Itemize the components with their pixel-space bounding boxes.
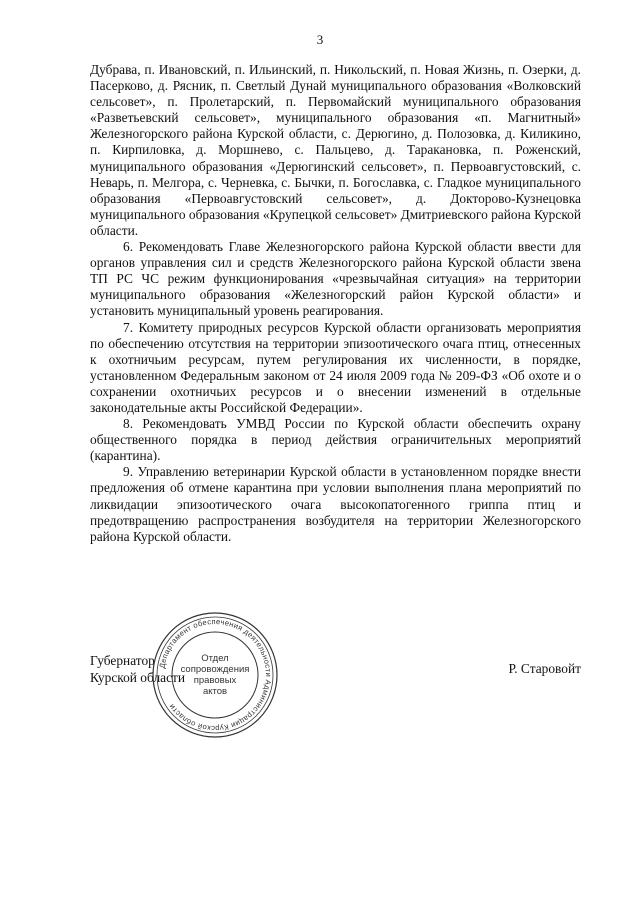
stamp-line3: правовых bbox=[193, 675, 237, 686]
document-body bbox=[90, 62, 581, 545]
paragraph-continuation: Дубрава, п. Ивановский, п. Ильинский, п. Никольский, п. Новая Жизнь, п. Озерки, д. Пасерково, д. Рясник, п. Светлый Дунай муниципального образования «Волковский сельсовет», п. Пролетарский, п. Первомайский муниципального образования «Разветьевский сельсовет», муниципального образования «п. Магнитный» Железногорского района Курской области, с. Дерюгино, д. Полозовка, д. Киликино, п. Кирпиловка, д. Моршнево, с. Пальцево, д. Таракановка, п. Роженский, муниципального образования «Дерюгинский сельсовет», п. Первоавгустовский, с. Неварь, п. Мелгора, с. Черневка, с. Бычки, п. Богославка, с. Гладкое муниципального образования «Первоавгустовский сельсовет», д. Докторово-Кузнецовка муниципального образования «Крупецкой сельсовет» Дмитриевского района Курской области. bbox=[90, 62, 582, 238]
signer-title-line2: Курской области bbox=[90, 670, 186, 685]
paragraph-item-7: 7. Комитету природных ресурсов Курской области организовать мероприятия по обеспечению отсутствия на территории эпизоотического очага птиц, отнесенных к охотничьим ресурсам, путем регулирования их численности, в порядке, установленном Федеральным законом от 24 июля 2009 года № 209-ФЗ «Об охоте и о сохранении охотничьих ресурсов и о внесении изменений в отдельные законодательные акты Российской Федерации». bbox=[90, 319, 581, 415]
stamp-line2: сопровождения bbox=[180, 664, 250, 675]
stamp-line1: Отдел bbox=[201, 653, 229, 664]
paragraph-item-6: 6. Рекомендовать Главе Железногорского района Курской области ввести для органов управления сил и средств Железногорского района Курской области звена ТП РС ЧС режим функционирования «чрезвычайная ситуация» на территории муниципального образования «Железногорский район Курской области» и установить муниципальный уровень реагирования. bbox=[90, 239, 581, 319]
stamp-center bbox=[172, 632, 258, 718]
signer-name: Р. Старовойт bbox=[508, 661, 581, 676]
paragraph-item-9: 9. Управлению ветеринарии Курской области в установленном порядке внести предложения об отмене карантина при условии выполнения плана мероприятий по ликвидации эпизоотического очага высокопатогенного гриппа птиц и предотвращению распространения возбудителя на территории Железногорского района Курской области. bbox=[90, 464, 581, 544]
paragraph-item-8: 8. Рекомендовать УМВД России по Курской области обеспечить охрану общественного порядка в период действия ограничительных мероприятий (карантина). bbox=[90, 416, 581, 464]
stamp-ring-text: Департамент обеспечения деятельности Администрации Курской области bbox=[157, 616, 274, 734]
official-stamp bbox=[150, 610, 280, 740]
signer-title-line1: Губернатор bbox=[90, 653, 155, 668]
page-number: 3 bbox=[316, 32, 324, 47]
stamp-line4: актов bbox=[202, 686, 228, 697]
